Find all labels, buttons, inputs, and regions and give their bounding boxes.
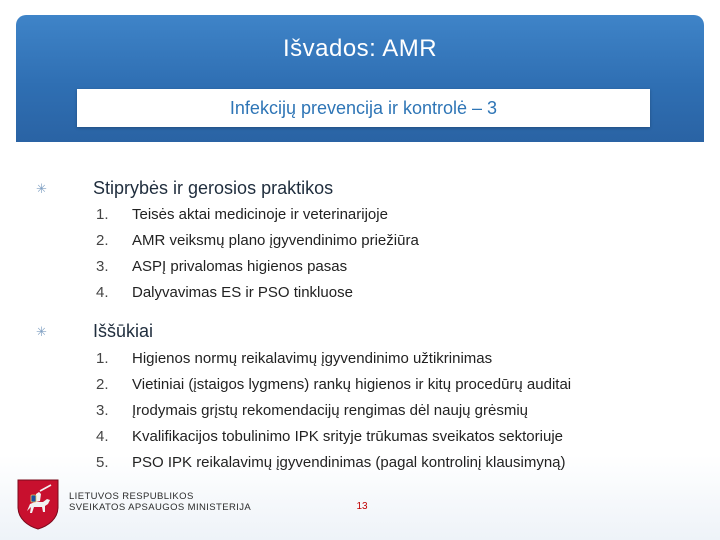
item-text: Dalyvavimas ES ir PSO tinkluose: [132, 284, 353, 301]
slide-title: Išvados: AMR: [282, 35, 438, 62]
item-number: 2.: [96, 376, 109, 393]
item-number: 3.: [96, 258, 109, 275]
item-text: Vietiniai (įstaigos lygmens) rankų higienos ir kitų procedūrų auditai: [132, 376, 572, 393]
asterisk-bullet-icon: ✳: [36, 324, 47, 339]
ministry-name: [69, 491, 251, 513]
ministry-line-2: SVEIKATOS APSAUGOS MINISTERIJA: [69, 502, 252, 513]
item-text: AMR veiksmų plano įgyvendinimo priežiūra: [132, 232, 419, 249]
item-number: 1.: [96, 206, 109, 223]
item-text: Įrodymais grįstų rekomendacijų rengimas dėl naujų grėsmių: [132, 402, 529, 419]
asterisk-bullet-icon: ✳: [36, 181, 47, 196]
item-text: Teisės aktai medicinoje ir veterinarijoje: [132, 206, 388, 223]
item-text: PSO IPK reikalavimų įgyvendinimas (pagal kontrolinį klausimyną): [132, 454, 566, 471]
section-title: Stiprybės ir gerosios praktikos: [93, 178, 334, 198]
item-number: 2.: [96, 232, 109, 249]
section-title: Iššūkiai: [93, 321, 154, 341]
ministry-line-1: LIETUVOS RESPUBLIKOS: [69, 491, 194, 502]
item-number: 3.: [96, 402, 109, 419]
subtitle-text: Infekcijų prevencija ir kontrolė – 3: [229, 98, 498, 118]
coat-of-arms-vytis-icon: [15, 477, 61, 531]
item-number: 4.: [96, 284, 109, 301]
item-text: ASPĮ privalomas higienos pasas: [132, 258, 348, 275]
subtitle-box: [77, 89, 650, 127]
page-number: 13: [356, 501, 368, 512]
item-text: Kvalifikacijos tobulinimo IPK srityje trūkumas sveikatos sektoriuje: [132, 428, 563, 445]
item-number: 1.: [96, 350, 109, 367]
item-text: Higienos normų reikalavimų įgyvendinimo užtikrinimas: [132, 350, 493, 367]
item-number: 4.: [96, 428, 109, 445]
item-number: 5.: [96, 454, 109, 471]
